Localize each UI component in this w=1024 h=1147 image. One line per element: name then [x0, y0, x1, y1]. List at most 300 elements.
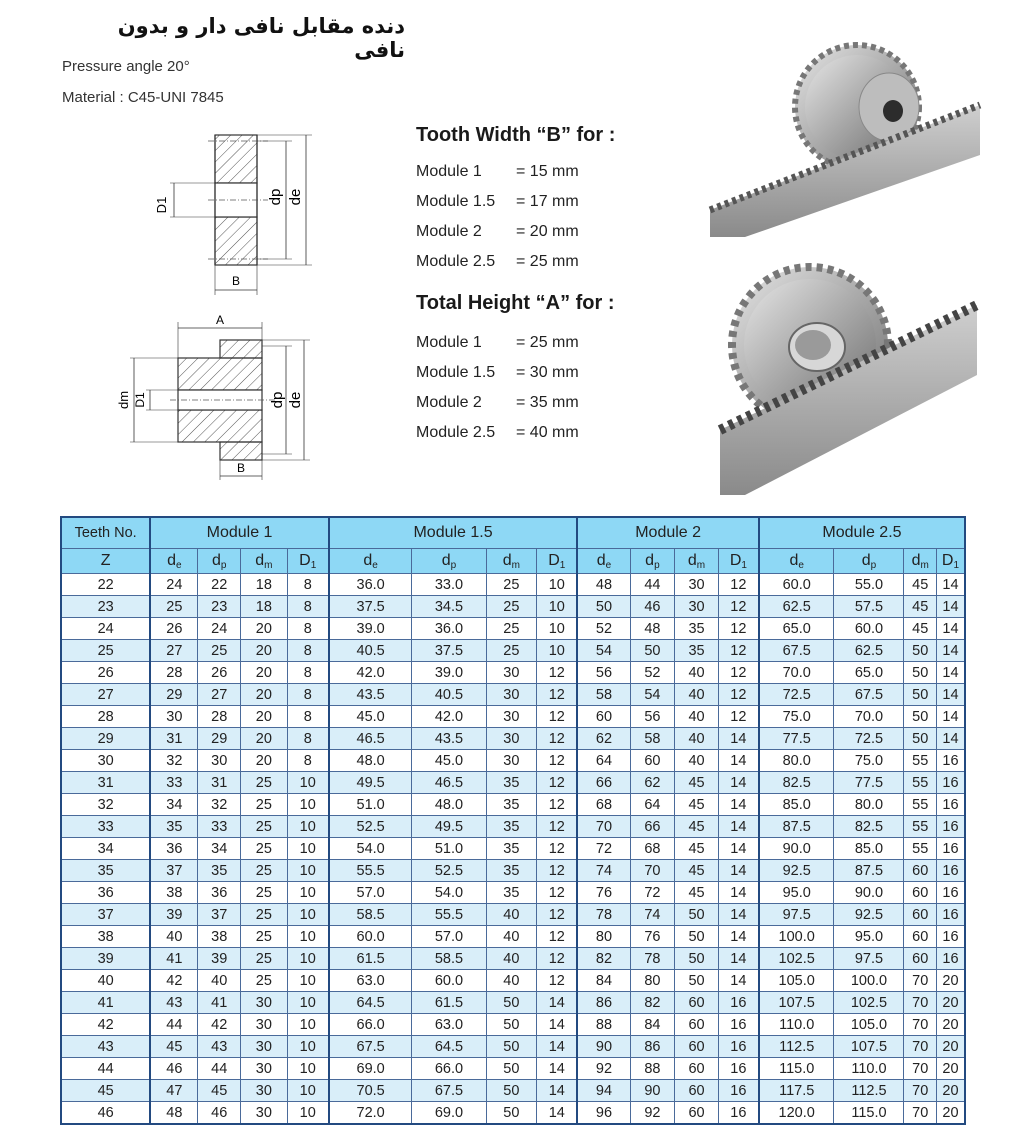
table-cell: 51.0 [329, 794, 412, 816]
total-height-row: Module 1 = 25 mm [416, 334, 579, 351]
table-cell: 112.5 [834, 1080, 904, 1102]
table-cell: 55 [904, 750, 936, 772]
col-header-dp: $d_p$ [412, 549, 486, 574]
table-row [61, 728, 965, 750]
col-header-dp: $d_p$ [198, 549, 241, 574]
module-header: Module 1.5 [329, 517, 578, 549]
table-cell: 60.0 [834, 618, 904, 640]
table-cell: 12 [537, 706, 578, 728]
teeth-cell: 27 [61, 684, 150, 706]
table-cell: 55 [904, 816, 936, 838]
table-row [61, 1102, 965, 1125]
table-row [61, 970, 965, 992]
table-cell: 100.0 [834, 970, 904, 992]
table-cell: 35 [675, 618, 719, 640]
table-cell: 92.5 [834, 904, 904, 926]
table-cell: 30 [675, 596, 719, 618]
table-cell: 38 [150, 882, 198, 904]
table-cell: 16 [718, 1036, 759, 1058]
table-cell: 20 [936, 1102, 965, 1125]
table-cell: 70.0 [759, 662, 834, 684]
table-cell: 14 [537, 992, 578, 1014]
table-cell: 43.5 [412, 728, 486, 750]
table-cell: 70 [904, 1058, 936, 1080]
table-cell: 16 [718, 1058, 759, 1080]
table-cell: 66.0 [412, 1058, 486, 1080]
page-title: دنده مقابل نافی دار و بدون نافی [117, 14, 405, 62]
z-header: Z [61, 549, 150, 574]
table-cell: 14 [718, 838, 759, 860]
table-cell: 12 [718, 662, 759, 684]
teeth-cell: 26 [61, 662, 150, 684]
table-cell: 37.5 [412, 640, 486, 662]
table-cell: 70 [904, 1014, 936, 1036]
tooth-width-row: Module 2.5 = 25 mm [416, 253, 579, 270]
table-cell: 40 [198, 970, 241, 992]
table-cell: 46 [150, 1058, 198, 1080]
col-header-d1: $D_1$ [537, 549, 578, 574]
table-cell: 54.0 [412, 882, 486, 904]
teeth-cell: 32 [61, 794, 150, 816]
table-cell: 95.0 [834, 926, 904, 948]
table-cell: 70.5 [329, 1080, 412, 1102]
gear-rack-photo-plain [715, 255, 980, 500]
table-cell: 48 [577, 574, 630, 596]
col-header-dm: $d_m$ [486, 549, 537, 574]
table-cell: 60 [904, 948, 936, 970]
table-cell: 28 [198, 706, 241, 728]
table-cell: 58.5 [412, 948, 486, 970]
table-row [61, 574, 965, 596]
table-row [61, 1036, 965, 1058]
table-cell: 58.5 [329, 904, 412, 926]
table-row [61, 794, 965, 816]
table-cell: 50 [904, 662, 936, 684]
table-row [61, 1080, 965, 1102]
table-cell: 14 [936, 574, 965, 596]
material-text: Material : C45-UNI 7845 [62, 89, 224, 106]
table-cell: 40 [675, 706, 719, 728]
table-cell: 40 [150, 926, 198, 948]
table-cell: 12 [537, 816, 578, 838]
table-cell: 60 [675, 1102, 719, 1125]
label-de: de [287, 188, 304, 206]
table-cell: 57.5 [834, 596, 904, 618]
table-cell: 90 [577, 1036, 630, 1058]
table-cell: 66.0 [329, 1014, 412, 1036]
table-cell: 66 [577, 772, 630, 794]
table-cell: 40 [486, 904, 537, 926]
table-cell: 14 [936, 596, 965, 618]
table-cell: 112.5 [759, 1036, 834, 1058]
table-cell: 40 [675, 684, 719, 706]
col-header-dp: $d_p$ [630, 549, 675, 574]
col-header-de: $d_e$ [329, 549, 412, 574]
col-header-dm: $d_m$ [904, 549, 936, 574]
table-cell: 16 [936, 948, 965, 970]
table-cell: 8 [287, 640, 329, 662]
table-cell: 33.0 [412, 574, 486, 596]
table-cell: 50 [675, 926, 719, 948]
table-cell: 16 [936, 772, 965, 794]
table-cell: 50 [577, 596, 630, 618]
table-cell: 65.0 [834, 662, 904, 684]
table-cell: 72.5 [759, 684, 834, 706]
table-cell: 62 [630, 772, 675, 794]
table-cell: 35 [486, 882, 537, 904]
table-row [61, 640, 965, 662]
table-cell: 50 [904, 728, 936, 750]
table-cell: 92 [577, 1058, 630, 1080]
table-cell: 52.5 [329, 816, 412, 838]
table-cell: 50 [486, 1014, 537, 1036]
table-cell: 8 [287, 596, 329, 618]
table-cell: 25 [486, 574, 537, 596]
table-cell: 40.5 [329, 640, 412, 662]
col-header-dp: $d_p$ [834, 549, 904, 574]
table-cell: 86 [630, 1036, 675, 1058]
table-cell: 32 [150, 750, 198, 772]
table-cell: 12 [718, 574, 759, 596]
table-cell: 20 [936, 1036, 965, 1058]
table-cell: 42 [150, 970, 198, 992]
table-cell: 20 [241, 706, 288, 728]
table-cell: 10 [287, 1014, 329, 1036]
table-cell: 60.0 [329, 926, 412, 948]
table-cell: 30 [675, 574, 719, 596]
table-cell: 60 [904, 904, 936, 926]
table-cell: 20 [936, 1058, 965, 1080]
table-cell: 102.5 [834, 992, 904, 1014]
table-cell: 87.5 [834, 860, 904, 882]
table-cell: 67.5 [329, 1036, 412, 1058]
table-cell: 20 [241, 662, 288, 684]
table-cell: 110.0 [834, 1058, 904, 1080]
table-cell: 96 [577, 1102, 630, 1125]
table-cell: 60.0 [412, 970, 486, 992]
table-cell: 64 [577, 750, 630, 772]
table-cell: 100.0 [759, 926, 834, 948]
table-cell: 120.0 [759, 1102, 834, 1125]
col-header-dm: $d_m$ [241, 549, 288, 574]
teeth-cell: 41 [61, 992, 150, 1014]
table-cell: 29 [198, 728, 241, 750]
table-cell: 36 [150, 838, 198, 860]
table-cell: 90.0 [834, 882, 904, 904]
table-cell: 61.5 [329, 948, 412, 970]
table-cell: 64 [630, 794, 675, 816]
table-cell: 45 [675, 794, 719, 816]
table-cell: 34 [198, 838, 241, 860]
table-cell: 8 [287, 662, 329, 684]
table-cell: 44 [198, 1058, 241, 1080]
table-cell: 40 [675, 662, 719, 684]
table-cell: 60 [904, 882, 936, 904]
table-cell: 12 [718, 618, 759, 640]
table-cell: 25 [486, 596, 537, 618]
table-cell: 60 [675, 1036, 719, 1058]
gear-rack-photo-hub [705, 25, 985, 240]
table-cell: 45 [904, 596, 936, 618]
table-cell: 14 [537, 1036, 578, 1058]
col-header-d1: $D_1$ [936, 549, 965, 574]
table-cell: 45.0 [412, 750, 486, 772]
table-cell: 16 [936, 794, 965, 816]
table-cell: 27 [198, 684, 241, 706]
table-cell: 14 [718, 772, 759, 794]
table-cell: 35 [486, 816, 537, 838]
tooth-width-row: Module 1.5 = 17 mm [416, 193, 579, 210]
table-cell: 92 [630, 1102, 675, 1125]
table-row [61, 618, 965, 640]
table-cell: 14 [718, 970, 759, 992]
table-cell: 60 [675, 1080, 719, 1102]
table-cell: 30 [198, 750, 241, 772]
table-cell: 14 [718, 860, 759, 882]
table-cell: 67.5 [834, 684, 904, 706]
table-cell: 20 [936, 970, 965, 992]
table-cell: 45 [675, 838, 719, 860]
table-cell: 80 [630, 970, 675, 992]
table-cell: 70 [904, 970, 936, 992]
table-cell: 35 [675, 640, 719, 662]
table-cell: 30 [486, 728, 537, 750]
table-cell: 10 [287, 1058, 329, 1080]
teeth-cell: 24 [61, 618, 150, 640]
table-cell: 30 [486, 684, 537, 706]
table-cell: 14 [936, 728, 965, 750]
table-cell: 45 [904, 574, 936, 596]
module-header: Module 2 [577, 517, 759, 549]
table-cell: 20 [241, 728, 288, 750]
table-cell: 31 [198, 772, 241, 794]
table-cell: 30 [150, 706, 198, 728]
table-cell: 25 [486, 618, 537, 640]
table-cell: 67.5 [759, 640, 834, 662]
table-cell: 54.0 [329, 838, 412, 860]
table-cell: 25 [241, 882, 288, 904]
table-cell: 20 [936, 992, 965, 1014]
table-cell: 10 [287, 860, 329, 882]
table-cell: 10 [287, 794, 329, 816]
table-cell: 107.5 [759, 992, 834, 1014]
table-cell: 75.0 [834, 750, 904, 772]
table-cell: 8 [287, 574, 329, 596]
table-cell: 30 [241, 1102, 288, 1125]
table-cell: 12 [537, 970, 578, 992]
teeth-cell: 22 [61, 574, 150, 596]
table-cell: 70 [904, 1080, 936, 1102]
table-cell: 68 [630, 838, 675, 860]
table-cell: 12 [537, 838, 578, 860]
gear-dimensions-table [60, 516, 966, 1125]
table-cell: 40 [486, 926, 537, 948]
teeth-cell: 39 [61, 948, 150, 970]
table-cell: 69.0 [412, 1102, 486, 1125]
table-cell: 45.0 [329, 706, 412, 728]
table-cell: 70 [904, 992, 936, 1014]
table-cell: 43.5 [329, 684, 412, 706]
table-cell: 16 [718, 1102, 759, 1125]
table-cell: 14 [718, 750, 759, 772]
table-cell: 10 [287, 1080, 329, 1102]
table-cell: 54 [630, 684, 675, 706]
table-cell: 60 [630, 750, 675, 772]
table-cell: 10 [287, 772, 329, 794]
teeth-cell: 44 [61, 1058, 150, 1080]
table-cell: 45 [198, 1080, 241, 1102]
table-row [61, 816, 965, 838]
table-row [61, 1058, 965, 1080]
table-cell: 57.0 [329, 882, 412, 904]
table-cell: 14 [718, 926, 759, 948]
table-cell: 10 [537, 640, 578, 662]
table-cell: 22 [198, 574, 241, 596]
table-cell: 20 [241, 750, 288, 772]
table-cell: 18 [241, 596, 288, 618]
table-cell: 88 [630, 1058, 675, 1080]
table-cell: 50 [904, 706, 936, 728]
table-cell: 20 [241, 618, 288, 640]
teeth-cell: 23 [61, 596, 150, 618]
table-cell: 95.0 [759, 882, 834, 904]
table-cell: 37 [150, 860, 198, 882]
table-cell: 25 [241, 970, 288, 992]
table-cell: 14 [718, 728, 759, 750]
table-cell: 32 [198, 794, 241, 816]
table-cell: 90.0 [759, 838, 834, 860]
label-b-hub: B [236, 461, 246, 475]
table-cell: 34.5 [412, 596, 486, 618]
table-row [61, 948, 965, 970]
table-cell: 25 [241, 838, 288, 860]
table-cell: 117.5 [759, 1080, 834, 1102]
table-cell: 50 [630, 640, 675, 662]
label-b: B [231, 274, 241, 288]
table-cell: 72 [577, 838, 630, 860]
table-cell: 76 [577, 882, 630, 904]
label-a: A [215, 313, 225, 327]
table-cell: 33 [198, 816, 241, 838]
table-cell: 14 [936, 618, 965, 640]
teeth-cell: 33 [61, 816, 150, 838]
table-cell: 56 [577, 662, 630, 684]
table-cell: 12 [537, 728, 578, 750]
table-row [61, 926, 965, 948]
table-row [61, 904, 965, 926]
tooth-width-heading: Tooth Width “B” for : [416, 124, 616, 146]
table-cell: 12 [537, 904, 578, 926]
table-row [61, 662, 965, 684]
table-cell: 78 [630, 948, 675, 970]
table-cell: 115.0 [759, 1058, 834, 1080]
table-cell: 50 [486, 1080, 537, 1102]
table-cell: 67.5 [412, 1080, 486, 1102]
table-cell: 47 [150, 1080, 198, 1102]
table-cell: 56 [630, 706, 675, 728]
table-cell: 45 [675, 816, 719, 838]
table-cell: 25 [150, 596, 198, 618]
table-cell: 49.5 [412, 816, 486, 838]
table-cell: 60 [904, 860, 936, 882]
table-cell: 14 [537, 1102, 578, 1125]
table-cell: 10 [287, 970, 329, 992]
table-cell: 77.5 [834, 772, 904, 794]
table-cell: 49.5 [329, 772, 412, 794]
table-cell: 20 [241, 640, 288, 662]
table-cell: 16 [718, 1080, 759, 1102]
table-cell: 8 [287, 706, 329, 728]
table-cell: 12 [718, 640, 759, 662]
table-cell: 76 [630, 926, 675, 948]
table-cell: 70 [577, 816, 630, 838]
table-cell: 60 [675, 1058, 719, 1080]
table-cell: 50 [904, 640, 936, 662]
teeth-cell: 42 [61, 1014, 150, 1036]
table-cell: 14 [936, 640, 965, 662]
table-cell: 42.0 [412, 706, 486, 728]
table-cell: 23 [198, 596, 241, 618]
table-cell: 80 [577, 926, 630, 948]
table-cell: 10 [287, 816, 329, 838]
table-cell: 25 [241, 926, 288, 948]
table-row [61, 596, 965, 618]
table-cell: 16 [936, 860, 965, 882]
table-cell: 35 [486, 772, 537, 794]
table-cell: 30 [241, 1036, 288, 1058]
table-cell: 43 [198, 1036, 241, 1058]
table-cell: 40 [675, 728, 719, 750]
gear-plain-drawing [150, 125, 320, 300]
table-row [61, 684, 965, 706]
table-cell: 84 [577, 970, 630, 992]
table-cell: 25 [198, 640, 241, 662]
col-header-dm: $d_m$ [675, 549, 719, 574]
table-cell: 45 [675, 882, 719, 904]
table-cell: 35 [486, 860, 537, 882]
table-cell: 12 [718, 706, 759, 728]
teeth-cell: 30 [61, 750, 150, 772]
teeth-cell: 29 [61, 728, 150, 750]
table-cell: 51.0 [412, 838, 486, 860]
table-cell: 16 [936, 926, 965, 948]
tooth-width-row: Module 2 = 20 mm [416, 223, 579, 240]
table-cell: 61.5 [412, 992, 486, 1014]
table-cell: 60.0 [759, 574, 834, 596]
table-cell: 14 [537, 1058, 578, 1080]
table-cell: 46.5 [329, 728, 412, 750]
table-cell: 85.0 [834, 838, 904, 860]
table-cell: 105.0 [759, 970, 834, 992]
table-cell: 25 [486, 640, 537, 662]
table-cell: 14 [936, 684, 965, 706]
total-height-row: Module 2 = 35 mm [416, 394, 579, 411]
table-cell: 12 [537, 772, 578, 794]
table-cell: 52 [630, 662, 675, 684]
table-cell: 20 [936, 1014, 965, 1036]
table-cell: 48.0 [412, 794, 486, 816]
label-dm: dm [116, 390, 131, 410]
table-cell: 28 [150, 662, 198, 684]
table-cell: 14 [718, 904, 759, 926]
table-cell: 14 [718, 882, 759, 904]
table-cell: 48.0 [329, 750, 412, 772]
table-cell: 14 [718, 794, 759, 816]
table-cell: 39 [150, 904, 198, 926]
table-cell: 36.0 [329, 574, 412, 596]
table-cell: 84 [630, 1014, 675, 1036]
table-cell: 62.5 [759, 596, 834, 618]
